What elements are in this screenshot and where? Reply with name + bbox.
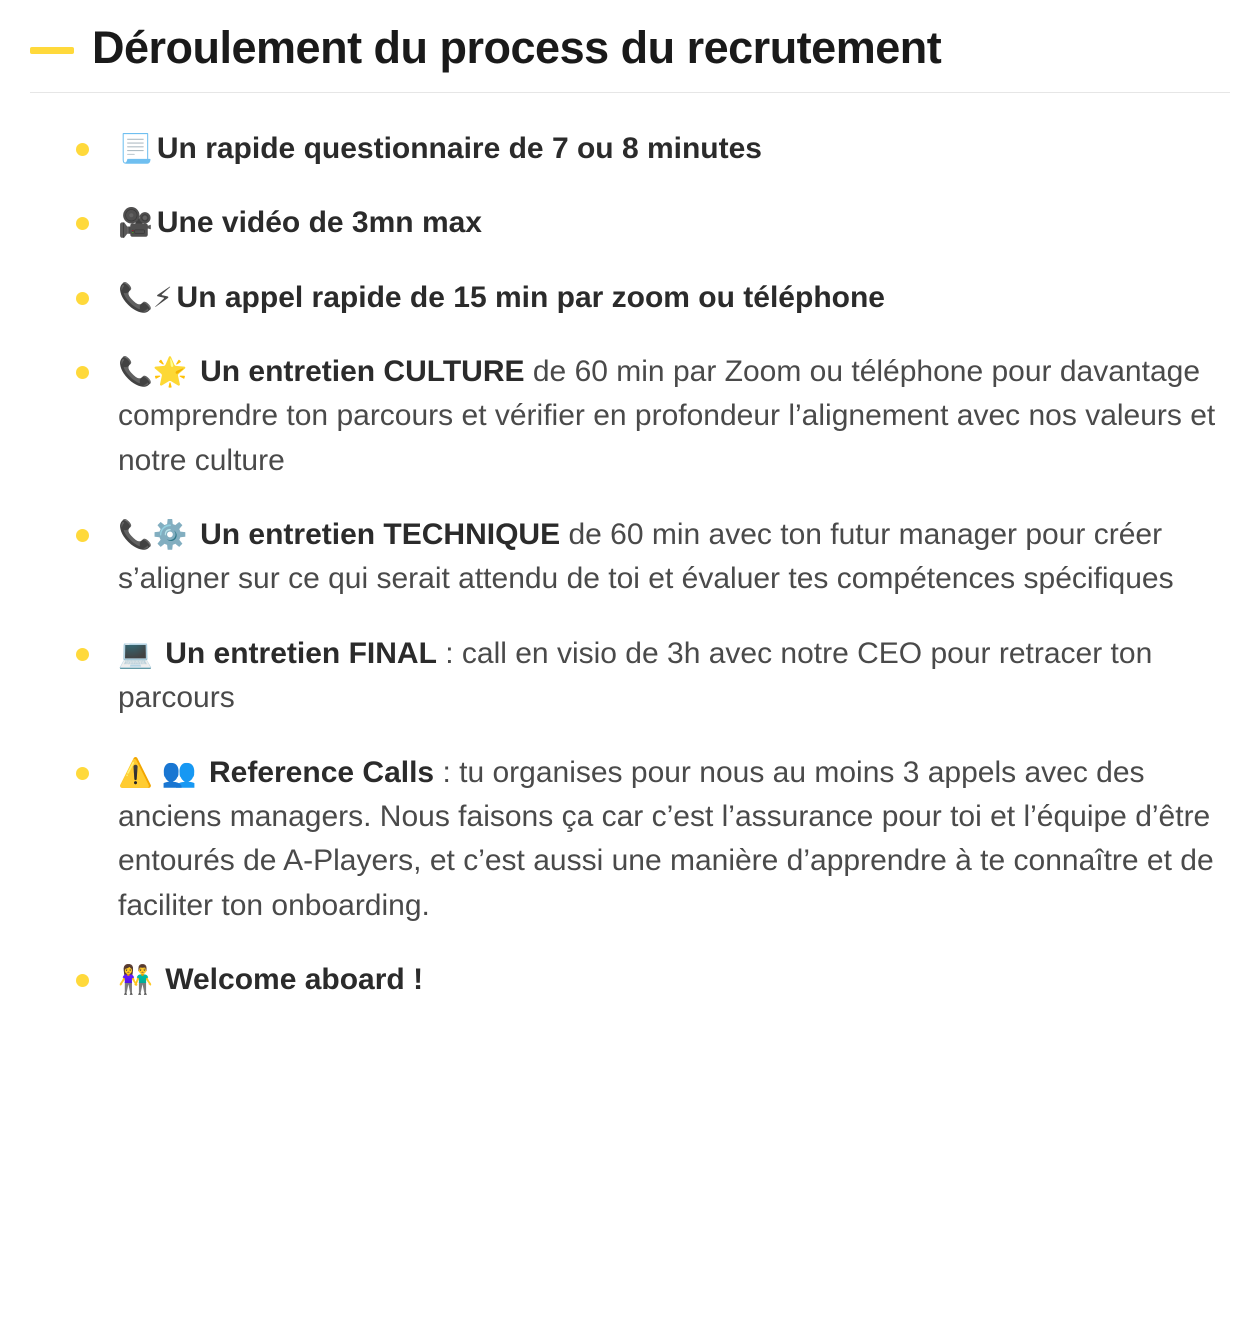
step-rest-text: : call en visio de 3h avec notre CEO pour retracer ton parcours [118,636,1153,715]
movie-camera-icon: 🎥 [118,206,153,240]
bullet-icon [76,767,89,780]
list-item [70,350,1230,483]
recruitment-steps-list [30,93,1230,1033]
telephone-receiver-gear-icon: 📞⚙️ [118,518,188,552]
bullet-icon [76,143,89,156]
bullet-icon [76,217,89,230]
step-lead-text: Un entretien TECHNIQUE [200,518,561,552]
bullet-icon [76,648,89,661]
list-item [70,276,1230,320]
laptop-icon: 💻 [118,636,153,670]
step-lead-text: Un entretien CULTURE [200,354,525,388]
bullet-icon [76,529,89,542]
step-lead-text: Un entretien FINAL [165,636,437,670]
yellow-dash-icon [30,47,74,54]
list-item [70,751,1230,929]
telephone-receiver-glowing-star-icon: 📞🌟 [118,354,188,388]
warning-busts-in-silhouette-icon: ⚠️ 👥 [118,755,197,789]
telephone-receiver-high-voltage-icon: 📞⚡ [118,280,173,314]
list-item [70,513,1230,602]
step-rest-text: de 60 min par Zoom ou téléphone pour davantage comprendre ton parcours et vérifier en profondeur l’alignement avec nos valeurs et notre culture [118,354,1216,477]
couple-holding-hands-icon: 👫 [118,963,153,997]
page-title: Déroulement du process du recrutement [92,22,942,73]
list-item [70,632,1230,721]
step-lead-text: Une vidéo de 3mn max [156,206,482,240]
page-with-curl-icon: 📃 [118,131,153,165]
step-lead-text: Welcome aboard ! [165,963,424,997]
list-item [70,958,1230,1002]
list-item [70,127,1230,171]
list-item [70,201,1230,245]
step-lead-text: Reference Calls [208,755,435,789]
step-rest-text: de 60 min avec ton futur manager pour créer s’aligner sur ce qui serait attendu de toi et évaluer tes compétences spécifiques [118,518,1174,596]
step-rest-text: : tu organises pour nous au moins 3 appels avec des anciens managers. Nous faisons ça car c’est l’assurance pour toi et l’équipe d’être entourés de A-Players, et c’est aussi une manière d’apprendre à te connaître et de faciliter ton onboarding. [118,755,1214,922]
step-lead-text: Un appel rapide de 15 min par zoom ou téléphone [176,280,885,314]
bullet-icon [76,974,89,987]
page-header [30,22,1230,93]
bullet-icon [76,366,89,379]
bullet-icon [76,292,89,305]
step-lead-text: Un rapide questionnaire de 7 ou 8 minutes [156,131,762,165]
